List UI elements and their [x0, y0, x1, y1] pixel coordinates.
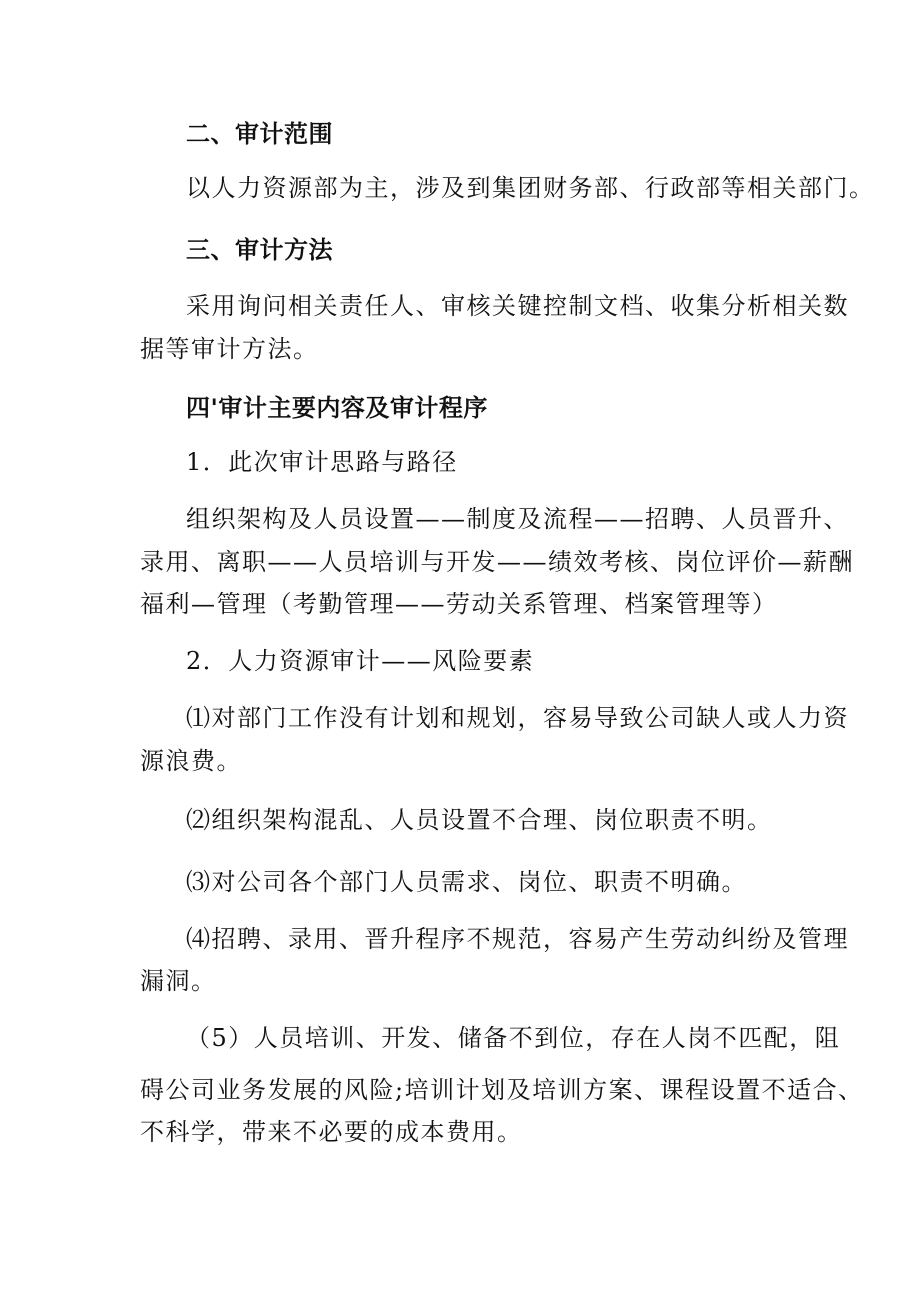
scope-paragraph: 以人力资源部为主，涉及到集团财务部、行政部等相关部门。 [186, 174, 875, 202]
risk-5-line-2: 碍公司业务发展的风险;培训计划及培训方案、课程设置不适合、 [140, 1076, 864, 1104]
item-1-paragraph-line-3: 福利—管理（考勤管理——劳动关系管理、档案管理等） [140, 590, 778, 618]
risk-4-line-2: 漏洞。 [140, 967, 217, 995]
risk-1-line-2: 源浪费。 [140, 747, 242, 775]
item-1-title: 1．此次审计思路与路径 [186, 448, 458, 476]
risk-5-line-1: （5）人员培训、开发、储备不到位，存在人岗不匹配，阻 [186, 1024, 841, 1052]
method-paragraph-line-1: 采用询问相关责任人、审核关键控制文档、收集分析相关数 [186, 292, 849, 320]
item-2-title: 2．人力资源审计——风险要素 [186, 647, 535, 675]
section-heading-method: 三、审计方法 [186, 236, 333, 264]
section-heading-scope: 二、审计范围 [186, 120, 333, 148]
item-1-paragraph-line-2: 录用、离职——人员培训与开发——绩效考核、岗位评价—薪酬 [140, 548, 854, 576]
risk-3: ⑶对公司各个部门人员需求、岗位、职责不明确。 [186, 868, 747, 896]
method-paragraph-line-2: 据等审计方法。 [140, 335, 319, 363]
risk-1-line-1: ⑴对部门工作没有计划和规划，容易导致公司缺人或人力资 [186, 704, 849, 732]
risk-5-line-3: 不科学，带来不必要的成本费用。 [140, 1118, 523, 1146]
risk-2: ⑵组织架构混乱、人员设置不合理、岗位职责不明。 [186, 806, 773, 834]
section-heading-content: 四'审计主要内容及审计程序 [186, 394, 488, 422]
item-1-paragraph-line-1: 组织架构及人员设置——制度及流程——招聘、人员晋升、 [186, 505, 849, 533]
risk-4-line-1: ⑷招聘、录用、晋升程序不规范，容易产生劳动纠纷及管理 [186, 925, 849, 953]
